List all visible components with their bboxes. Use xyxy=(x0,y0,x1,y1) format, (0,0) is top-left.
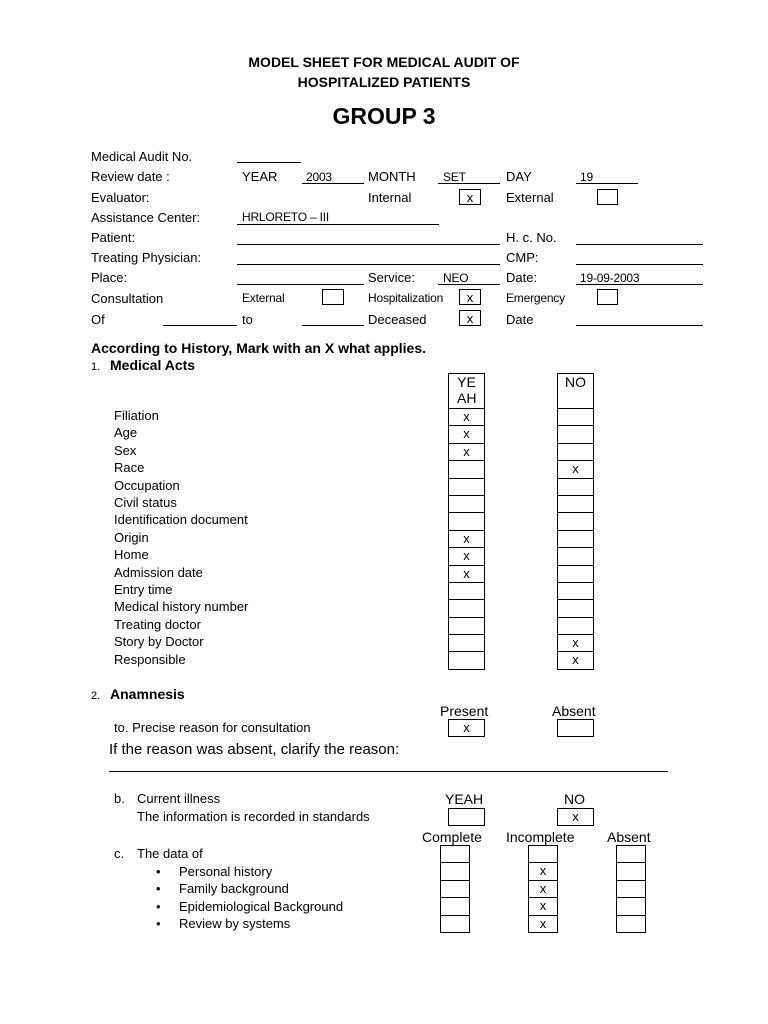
hospitalization-checkbox[interactable]: x xyxy=(459,289,481,305)
medical-act-no-cell[interactable] xyxy=(558,426,593,443)
data-of-complete-cell[interactable] xyxy=(441,881,469,898)
medical-act-no-cell[interactable] xyxy=(558,531,593,548)
standards-text: The information is recorded in standards xyxy=(137,809,370,824)
medical-act-no-cell[interactable] xyxy=(558,600,593,617)
emergency-label: Emergency xyxy=(506,291,565,305)
clarify-reason-line[interactable] xyxy=(109,771,668,772)
consultation-label: Consultation xyxy=(91,291,164,306)
of-line[interactable] xyxy=(163,325,237,326)
data-of-complete-cell[interactable] xyxy=(441,898,469,915)
data-of-incomplete-cell[interactable]: x xyxy=(529,863,557,880)
clarify-reason-text: If the reason was absent, clarify the reason: xyxy=(109,741,400,758)
standards-yes-checkbox[interactable] xyxy=(448,808,485,826)
bullet-icon: • xyxy=(156,898,161,914)
treating-physician-line[interactable] xyxy=(237,264,500,265)
audit-no-label: Medical Audit No. xyxy=(91,149,193,164)
bullet-icon: • xyxy=(156,881,161,897)
data-of-absent-cell[interactable] xyxy=(617,881,645,898)
medical-act-label: Responsible xyxy=(114,651,186,667)
title-line-1: MODEL SHEET FOR MEDICAL AUDIT OF xyxy=(248,54,520,70)
medical-act-no-cell[interactable]: x xyxy=(558,635,593,652)
standards-no-checkbox[interactable]: x xyxy=(557,808,594,826)
data-of-absent-header-cell xyxy=(617,846,645,863)
external-checkbox[interactable] xyxy=(597,189,618,205)
yeah-header: YEAH xyxy=(445,791,484,807)
medical-act-label: Sex xyxy=(114,442,137,458)
external-label: External xyxy=(506,190,554,205)
group-title: GROUP 3 xyxy=(332,103,436,129)
medical-act-no-cell[interactable] xyxy=(558,444,593,461)
medical-act-yes-cell[interactable] xyxy=(449,600,484,617)
no-header: NO xyxy=(558,374,593,409)
section2-title: Anamnesis xyxy=(110,686,185,702)
emergency-checkbox[interactable] xyxy=(597,289,618,305)
data-of-complete-header-cell xyxy=(441,846,469,863)
medical-act-label: Age xyxy=(114,425,138,441)
to-line[interactable] xyxy=(302,325,364,326)
day-value: 19 xyxy=(580,170,593,184)
medical-act-no-cell[interactable] xyxy=(558,479,593,496)
date-label: Date: xyxy=(506,270,538,285)
data-of-absent-cell[interactable] xyxy=(617,898,645,915)
complete-column xyxy=(440,845,470,933)
medical-act-yes-cell[interactable]: x xyxy=(449,426,484,443)
absent-header: Absent xyxy=(552,703,596,719)
place-label: Place: xyxy=(91,270,128,285)
data-of-label: Epidemiological Background xyxy=(179,898,344,914)
hc-no-label: H. c. No. xyxy=(506,230,557,245)
data-of-absent-cell[interactable] xyxy=(617,863,645,880)
medical-act-label: Story by Doctor xyxy=(114,634,204,650)
instructions: According to History, Mark with an X what applies. xyxy=(91,340,427,356)
medical-act-no-cell[interactable] xyxy=(558,566,593,583)
bullet-icon: • xyxy=(156,864,161,879)
medical-act-no-cell[interactable] xyxy=(558,618,593,635)
year-label: YEAR xyxy=(242,169,278,184)
medical-act-yes-cell[interactable]: x xyxy=(449,444,484,461)
deceased-label: Deceased xyxy=(368,312,427,327)
medical-act-no-cell[interactable]: x xyxy=(558,461,593,478)
medical-act-label: Treating doctor xyxy=(114,616,201,632)
incomplete-header: Incomplete xyxy=(506,829,575,845)
section1-number: 1. xyxy=(91,361,101,373)
medical-act-yes-cell[interactable] xyxy=(449,479,484,496)
day-label: DAY xyxy=(506,169,532,184)
title-line-2: HOSPITALIZED PATIENTS xyxy=(297,74,471,90)
date2-line[interactable] xyxy=(576,325,703,326)
medical-act-label: Filiation xyxy=(114,408,159,423)
yes-column xyxy=(448,373,485,670)
medical-act-yes-cell[interactable]: x xyxy=(449,409,484,426)
absent-header-c: Absent xyxy=(607,829,651,845)
absent-column xyxy=(616,845,646,933)
medical-act-label: Home xyxy=(114,547,149,563)
data-of-complete-cell[interactable] xyxy=(441,916,469,933)
assistance-center-line[interactable] xyxy=(237,224,439,225)
date-value: 19-09-2003 xyxy=(580,271,640,285)
cmp-line[interactable] xyxy=(576,264,703,265)
data-of-label: Family background xyxy=(179,881,289,897)
bullet-icon: • xyxy=(156,916,161,932)
medical-act-yes-cell[interactable]: x xyxy=(449,531,484,548)
medical-act-no-cell[interactable] xyxy=(558,583,593,600)
item-c-letter: c. xyxy=(114,846,125,861)
medical-act-yes-cell[interactable] xyxy=(449,513,484,530)
medical-act-yes-cell[interactable] xyxy=(449,496,484,513)
treating-physician-label: Treating Physician: xyxy=(91,250,202,265)
data-of-label: Review by systems xyxy=(179,916,291,932)
medical-act-label: Medical history number xyxy=(114,599,249,615)
patient-label: Patient: xyxy=(91,230,136,245)
medical-act-yes-cell[interactable] xyxy=(449,635,484,652)
data-of-complete-cell[interactable] xyxy=(441,863,469,880)
patient-line[interactable] xyxy=(237,244,500,245)
data-of-absent-cell[interactable] xyxy=(617,916,645,933)
of-label: Of xyxy=(91,312,105,327)
medical-act-label: Origin xyxy=(114,529,149,545)
reason-absent-checkbox[interactable] xyxy=(557,719,594,737)
cmp-label: CMP: xyxy=(506,250,539,265)
no-header-b: NO xyxy=(564,791,585,807)
year-line[interactable] xyxy=(302,183,364,184)
internal-checkbox[interactable]: x xyxy=(459,189,481,205)
month-label: MONTH xyxy=(368,169,416,184)
medical-act-label: Admission date xyxy=(114,564,203,580)
assistance-center-label: Assistance Center: xyxy=(91,210,201,225)
day-line[interactable] xyxy=(576,183,638,184)
medical-act-label: Race xyxy=(114,460,145,476)
data-of-incomplete-header-cell xyxy=(529,846,557,863)
medical-act-label: Occupation xyxy=(114,477,180,493)
place-line[interactable] xyxy=(237,284,364,285)
no-column xyxy=(557,373,594,670)
hospitalization-label: Hospitalization xyxy=(368,291,444,305)
medical-act-label: Civil status xyxy=(114,495,177,510)
deceased-checkbox[interactable]: x xyxy=(459,310,481,326)
yes-header: YE AH xyxy=(449,374,484,409)
medical-act-no-cell[interactable] xyxy=(558,513,593,530)
date-line[interactable] xyxy=(576,284,703,285)
evaluator-label: Evaluator: xyxy=(91,190,150,205)
medical-act-no-cell[interactable] xyxy=(558,409,593,426)
assistance-center-value: HRLORETO – III xyxy=(242,210,330,224)
medical-act-no-cell[interactable]: x xyxy=(558,652,593,669)
medical-act-yes-cell[interactable] xyxy=(449,652,484,669)
data-of-incomplete-cell[interactable]: x xyxy=(529,881,557,898)
medical-act-yes-cell[interactable] xyxy=(449,618,484,635)
month-line[interactable] xyxy=(438,183,500,184)
medical-act-yes-cell[interactable]: x xyxy=(449,566,484,583)
present-header: Present xyxy=(440,703,489,719)
service-line[interactable] xyxy=(438,284,500,285)
month-value: SET xyxy=(443,170,466,184)
current-illness-title: Current illness xyxy=(137,791,221,806)
external-option-checkbox[interactable] xyxy=(322,289,344,305)
data-of-title: The data of xyxy=(137,846,203,861)
medical-act-yes-cell[interactable] xyxy=(449,583,484,600)
medical-act-label: Entry time xyxy=(114,582,173,597)
medical-act-no-cell[interactable] xyxy=(558,548,593,565)
section2-number: 2. xyxy=(91,690,101,702)
reason-present-checkbox[interactable]: x xyxy=(448,719,485,737)
medical-act-yes-cell[interactable] xyxy=(449,461,484,478)
section1-title: Medical Acts xyxy=(110,357,196,373)
external-option-label: External xyxy=(242,291,285,305)
incomplete-column xyxy=(528,845,558,933)
internal-label: Internal xyxy=(368,190,412,205)
audit-no-line[interactable] xyxy=(237,162,301,163)
data-of-label: Personal history xyxy=(179,864,273,879)
medical-act-no-cell[interactable] xyxy=(558,496,593,513)
service-label: Service: xyxy=(368,270,415,285)
data-of-incomplete-cell[interactable]: x xyxy=(529,916,557,933)
date2-label: Date xyxy=(506,312,534,327)
medical-act-label: Identification document xyxy=(114,512,248,528)
review-date-label: Review date : xyxy=(91,169,170,184)
item-b-letter: b. xyxy=(114,791,125,806)
year-value: 2003 xyxy=(306,170,332,184)
service-value: NEO xyxy=(443,271,469,285)
data-of-incomplete-cell[interactable]: x xyxy=(529,898,557,915)
hc-no-line[interactable] xyxy=(576,244,703,245)
reason-label: to. Precise reason for consultation xyxy=(114,720,311,735)
medical-act-yes-cell[interactable]: x xyxy=(449,548,484,565)
complete-header: Complete xyxy=(422,829,482,845)
to-label: to xyxy=(242,312,253,327)
